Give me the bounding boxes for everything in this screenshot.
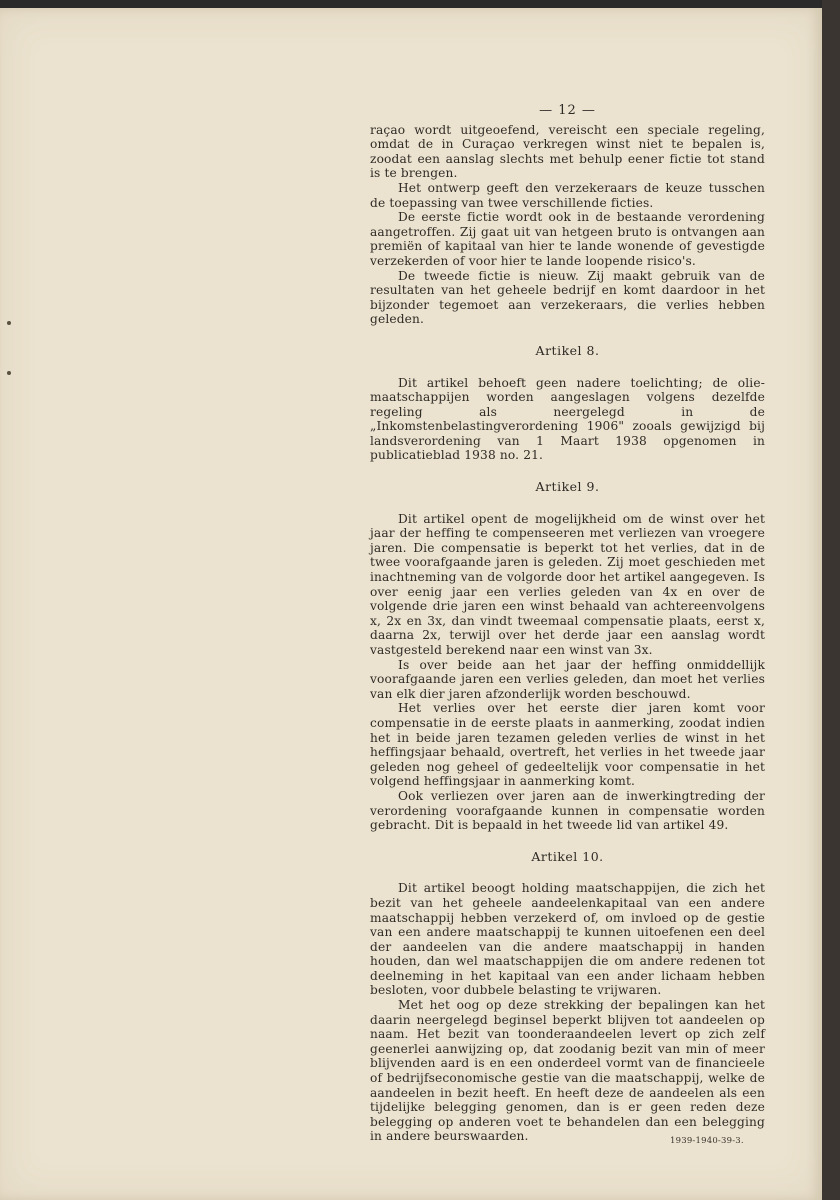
text-blocks [370,123,765,1144]
article-heading: Artikel 9. [535,479,600,495]
paragraph: Ook verliezen over jaren aan de inwerkingtreding der verordening voorafgaande kunnen in compensatie worden gebracht. Dit is bepaald in het tweede lid van artikel 49. [370,788,765,833]
paragraph: Dit artikel beoogt holding maatschappijen, die zich het bezit van het geheele aandeelenkapitaal van een andere maatschappij hebben verzekerd of, om invloed op de gestie van een andere maatschappij te kunnen uitoefenen een deel der aandeelen van die andere maatschappij in handen houden, dan wel maatschappijen die om andere redenen tot deelneming in het kapitaal van een ander lichaam hebben besloten, voor dubbele belasting te vrijwaren. [370,881,765,998]
document-body [370,104,765,1144]
paragraph: De tweede fictie is nieuw. Zij maakt gebruik van de resultaten van het geheele bedrijf en komt daardoor in het bijzonder tegemoet aan verzekeraars, die verlies hebben geleden. [370,268,765,327]
footer-code: 1939-1940-39-3. [670,1136,744,1146]
article-heading: Artikel 8. [535,342,600,358]
paragraph: Is over beide aan het jaar der heffing onmiddellijk voorafgaande jaren een verlies geleden, dan moet het verlies van elk dier jaren afzonderlijk worden beschouwd. [370,657,765,701]
document-page [0,8,822,1200]
paragraph: Het ontwerp geeft den verzekeraars de keuze tusschen de toepassing van twee verschillende ficties. [370,180,765,210]
paragraph: Dit artikel behoeft geen nadere toelichting; de olie-maatschappijen worden aangeslagen volgens dezelfde regeling als neergelegd in de „Inkomstenbelastingverordening 1906" zooals gewijzigd bij landsverordening van 1 Maart 1938 opgenomen in publicatieblad 1938 no. 21. [370,375,765,463]
punch-mark-top [7,321,11,325]
article-heading: Artikel 10. [531,848,604,864]
paragraph: Dit artikel opent de mogelijkheid om de winst over het jaar der heffing te compenseeren met verliezen van vroegere jaren. Die compensatie is beperkt tot het verlies, dat in de twee voorafgaande jaren is geleden. Zij moet geschieden met inachtneming van de volgorde door het artikel aangegeven. Is over eenig jaar een verlies geleden van 4x en over de volgende drie jaren een winst behaald van achtereenvolgens x, 2x en 3x, dan vindt tweemaal compensatie plaats, eerst x, daarna 2x, terwijl over het derde jaar een aanslag wordt vastgesteld berekend naar een winst van 3x. [370,511,765,657]
paragraph: Het verlies over het eerste dier jaren komt voor compensatie in de eerste plaats in aanmerking, zoodat indien het in beide jaren tezamen geleden verlies de winst in het heffingsjaar behaald, overtreft, het verlies in het tweede jaar geleden nog geheel of gedeeltelijk voor compensatie in het volgend heffingsjaar in aanmerking komt. [370,701,765,789]
paragraph: raçao wordt uitgeoefend, vereischt een speciale regeling, omdat de in Curaçao verkregen winst niet te bepalen is, zoodat een aanslag slechts met behulp eener fictie tot stand is te brengen. [370,122,765,181]
paragraph: De eerste fictie wordt ook in de bestaande verordening aangetroffen. Zij gaat uit van hetgeen bruto is ontvangen aan premiën of kapitaal van hier te lande wonende of gevestigde verzekerden of voor hier te lande loopende risico's. [370,210,765,268]
paragraph: Met het oog op deze strekking der bepalingen kan het daarin neergelegd beginsel beperkt blijven tot aandeelen op naam. Het bezit van toonderaandeelen levert op zich zelf geenerlei aanwijzing op, dat zoodanig bezit van min of meer blijvenden aard is en een onderdeel vormt van de financieele of bedrijfseconomische gestie van die maatschappij, welke de aandeelen in bezit heeft. En heeft deze de aandeelen als een tijdelijke belegging genomen, dan is er geen reden deze belegging op anderen voet te behandelen dan een belegging in andere beurswaarden. [370,998,765,1144]
punch-mark-bottom [7,371,11,375]
scan-edge [822,0,840,1200]
page-number: — 12 — [539,103,596,118]
